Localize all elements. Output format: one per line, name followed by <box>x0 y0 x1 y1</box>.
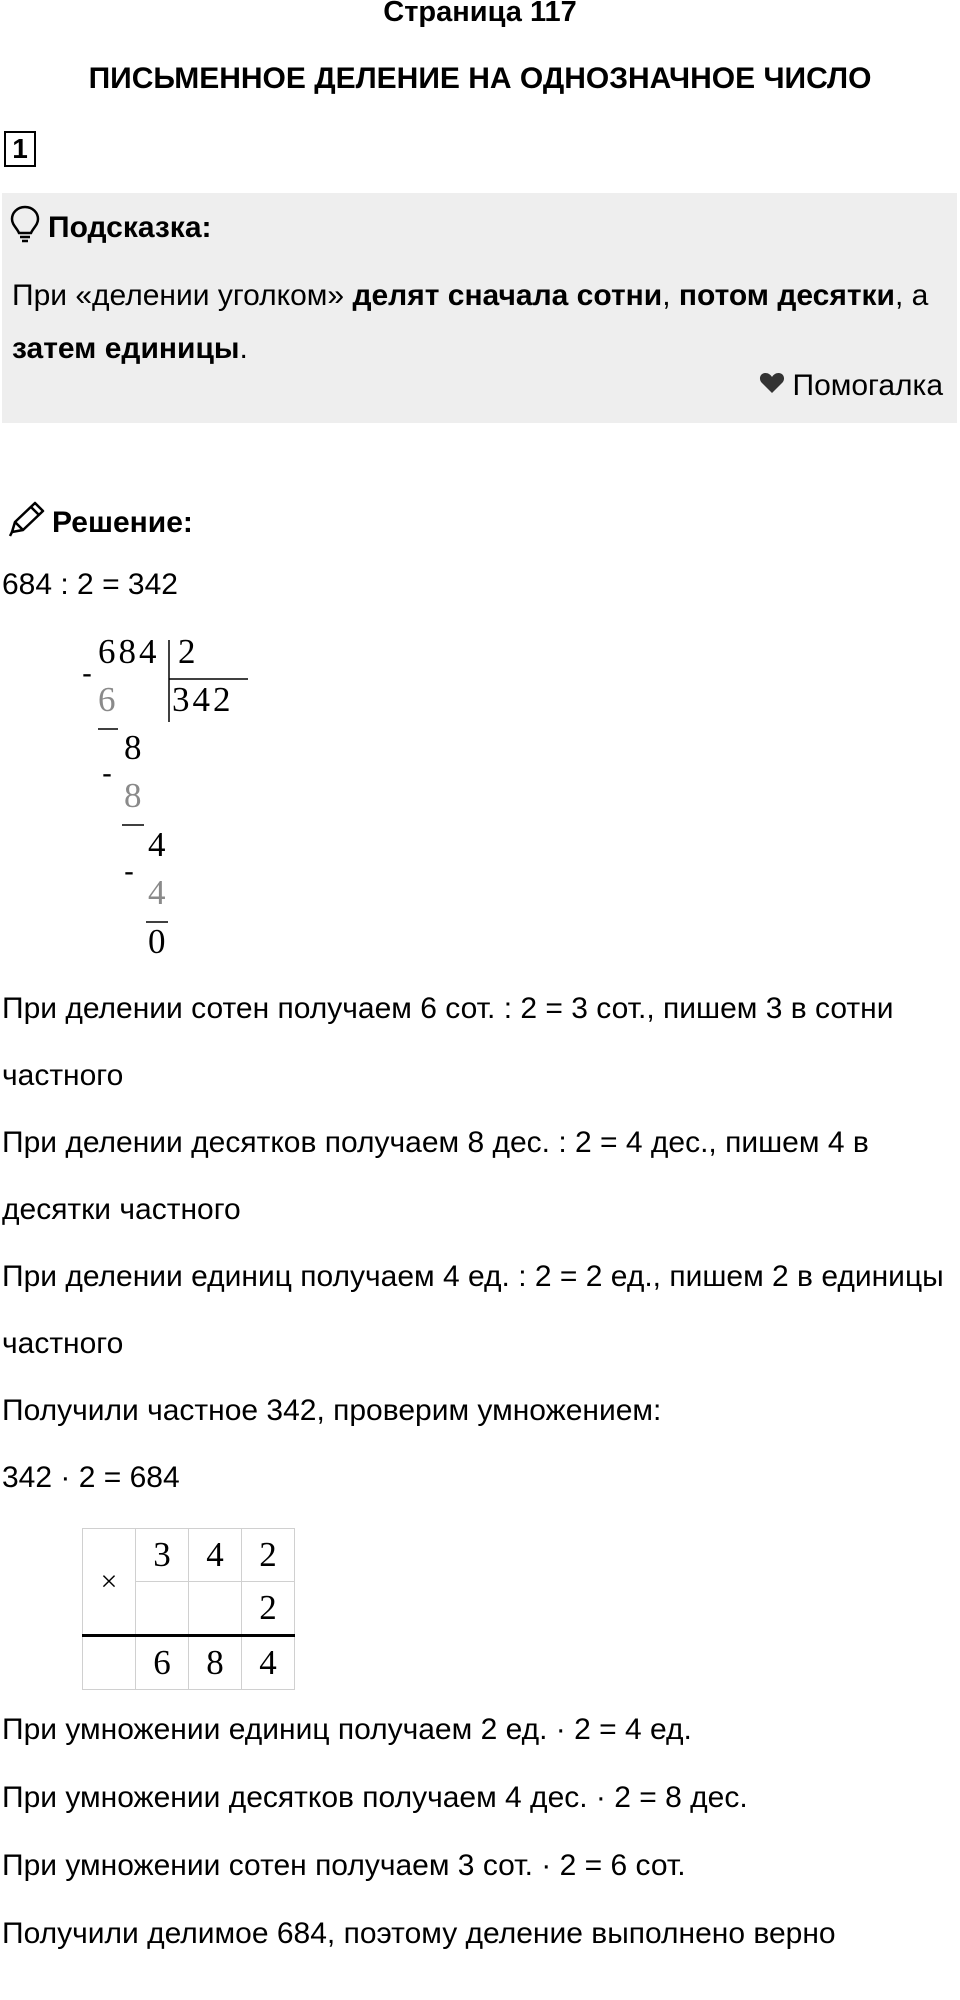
hint-text-part: , а <box>895 279 929 312</box>
remainder-units: 4 <box>148 825 169 864</box>
multiplication-table <box>82 1528 295 1690</box>
credit-text: Помогалка <box>792 369 943 402</box>
solution-title: Решение: <box>52 506 193 539</box>
subtrahend-tens: 8 <box>124 776 145 815</box>
solution-header <box>6 500 193 546</box>
table-cell <box>136 1582 189 1636</box>
table-cell: 2 <box>242 1529 295 1582</box>
hint-title: Подсказка: <box>48 211 212 244</box>
hint-text-part: , <box>662 279 679 312</box>
table-row <box>83 1529 295 1582</box>
dividend: 684 <box>98 632 160 671</box>
table-cell: 4 <box>242 1636 295 1690</box>
minus-sign: - <box>102 757 112 790</box>
minus-sign: - <box>82 657 92 690</box>
conclusion-units: При умножении единиц получаем 2 ед. · 2 = 4 ед. <box>2 1713 692 1746</box>
lightbulb-icon <box>10 205 40 251</box>
subtrahend-hundreds: 6 <box>98 680 119 719</box>
remainder-tens: 8 <box>124 728 145 767</box>
heart-icon <box>759 369 785 403</box>
conclusion-hundreds: При умножении сотен получаем 3 сот. · 2 = 6 сот. <box>2 1849 686 1882</box>
divisor: 2 <box>178 632 199 671</box>
subtrahend-units: 4 <box>148 873 169 912</box>
table-cell <box>189 1582 242 1636</box>
paragraph-hundreds: При делении сотен получаем 6 сот. : 2 = 3 сот., пишем 3 в сотни частного <box>2 992 894 1092</box>
paragraph-units: При делении единиц получаем 4 ед. : 2 = 2 ед., пишем 2 в единицы частного <box>2 1260 944 1360</box>
page-header: Страница 117 <box>383 0 577 28</box>
table-cell: 3 <box>136 1529 189 1582</box>
hint-credit <box>759 369 944 403</box>
quotient: 342 <box>172 680 234 719</box>
task-number: 1 <box>4 131 36 167</box>
hint-text <box>12 269 942 375</box>
hint-box <box>2 193 957 423</box>
hint-text-bold: делят сначала сотни <box>352 279 663 312</box>
table-cell: 4 <box>189 1529 242 1582</box>
table-row <box>83 1636 295 1690</box>
division-lines <box>0 620 250 960</box>
final-remainder: 0 <box>148 922 169 961</box>
paragraph-check: Получили частное 342, проверим умножением: <box>2 1394 662 1427</box>
hint-header <box>10 205 212 251</box>
table-cell: 8 <box>189 1636 242 1690</box>
pencil-icon <box>6 500 46 546</box>
division-equation: 684 : 2 = 342 <box>2 568 178 601</box>
check-equation: 342 · 2 = 684 <box>2 1461 180 1494</box>
minus-sign: - <box>124 855 134 888</box>
conclusion-final: Получили делимое 684, поэтому деление выполнено верно <box>2 1917 836 1950</box>
table-cell: 2 <box>242 1582 295 1636</box>
multiply-sign: × <box>83 1529 136 1636</box>
table-cell <box>83 1636 136 1690</box>
hint-text-bold: потом десятки <box>678 279 895 312</box>
hint-text-bold: затем единицы <box>12 332 240 365</box>
hint-text-part: При «делении уголком» <box>12 279 353 312</box>
conclusion-tens: При умножении десятков получаем 4 дес. · 2 = 8 дес. <box>2 1781 748 1814</box>
section-title: ПИСЬМЕННОЕ ДЕЛЕНИЕ НА ОДНОЗНАЧНОЕ ЧИСЛО <box>88 62 872 95</box>
table-cell: 6 <box>136 1636 189 1690</box>
paragraph-tens: При делении десятков получаем 8 дес. : 2 = 4 дес., пишем 4 в десятки частного <box>2 1126 869 1226</box>
hint-text-part: . <box>239 332 248 365</box>
